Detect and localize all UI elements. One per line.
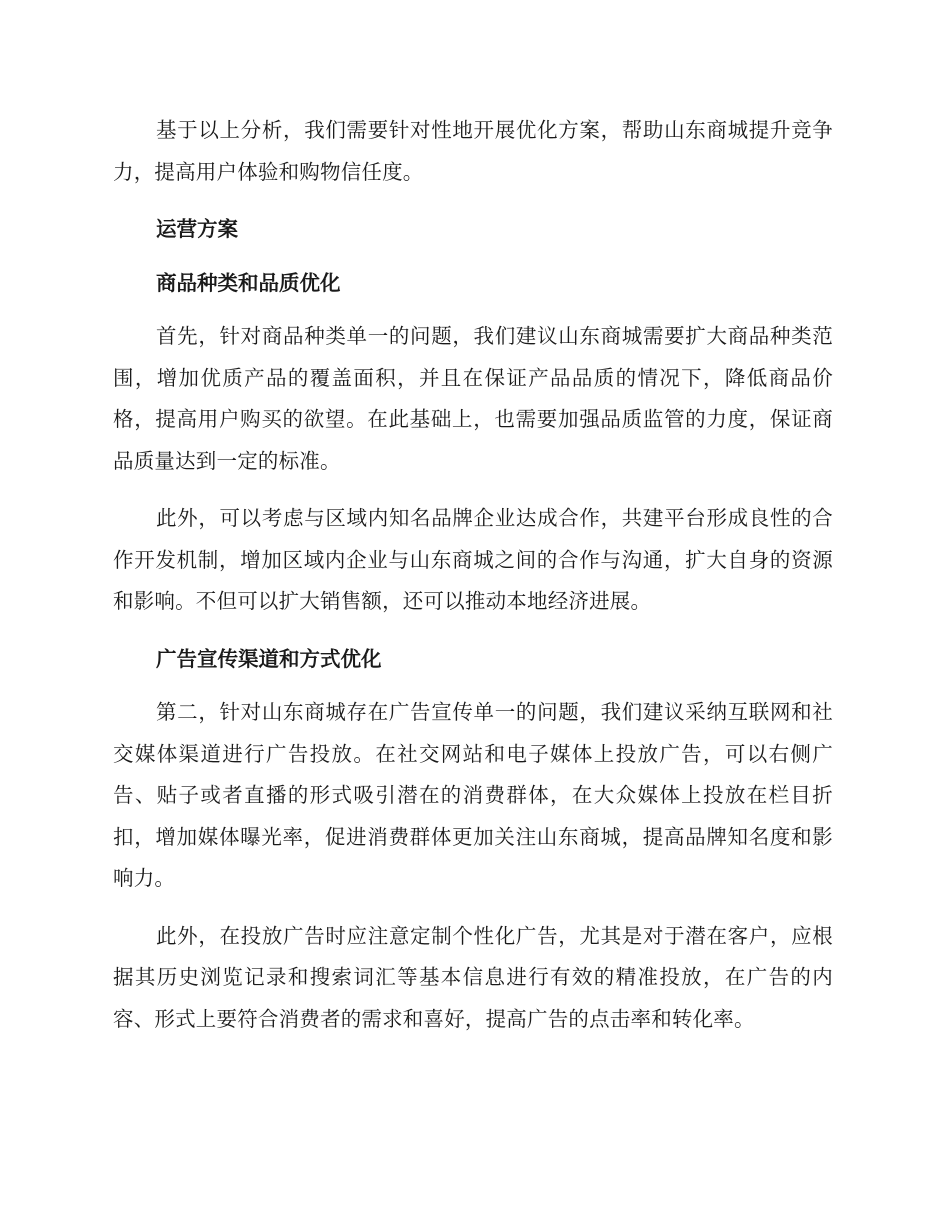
paragraph-product-cooperation: 此外，可以考虑与区域内知名品牌企业达成合作，共建平台形成良性的合作开发机制，增加区域内企业与山东商城之间的合作与沟通，扩大自身的资源和影响。不但可以扩大销售额，还可以推动本地经济进展。 [113, 506, 833, 613]
document-body [113, 110, 833, 1056]
heading-product-optimization: 商品种类和品质优化 [156, 270, 341, 295]
paragraph-advertising-personalized: 此外，在投放广告时应注意定制个性化广告，尤其是对于潜在客户，应根据其历史浏览记录和搜索词汇等基本信息进行有效的精准投放，在广告的内容、形式上要符合消费者的需求和喜好，提高广告的点击率和转化率。 [113, 923, 833, 1031]
heading-operation-plan: 运营方案 [156, 217, 238, 241]
paragraph-advertising-second: 第二，针对山东商城存在广告宣传单一的问题，我们建议采纳互联网和社交媒体渠道进行广告投放。在社交网站和电子媒体上投放广告，可以右侧广告、贴子或者直播的形式吸引潜在的消费群体，在大众媒体上投放在栏目折扣，增加媒体曝光率，促进消费群体更加关注山东商城，提高品牌知名度和影响力。 [113, 700, 833, 890]
heading-advertising-optimization: 广告宣传渠道和方式优化 [156, 646, 382, 671]
paragraph-intro: 基于以上分析，我们需要针对性地开展优化方案，帮助山东商城提升竞争力，提高用户体验和购物信任度。 [113, 118, 833, 184]
paragraph-product-first: 首先，针对商品种类单一的问题，我们建议山东商城需要扩大商品种类范围，增加优质产品的覆盖面积，并且在保证产品品质的情况下，降低商品价格，提高用户购买的欲望。在此基础上，也需要加强品质监管的力度，保证商品质量达到一定的标准。 [113, 324, 833, 473]
